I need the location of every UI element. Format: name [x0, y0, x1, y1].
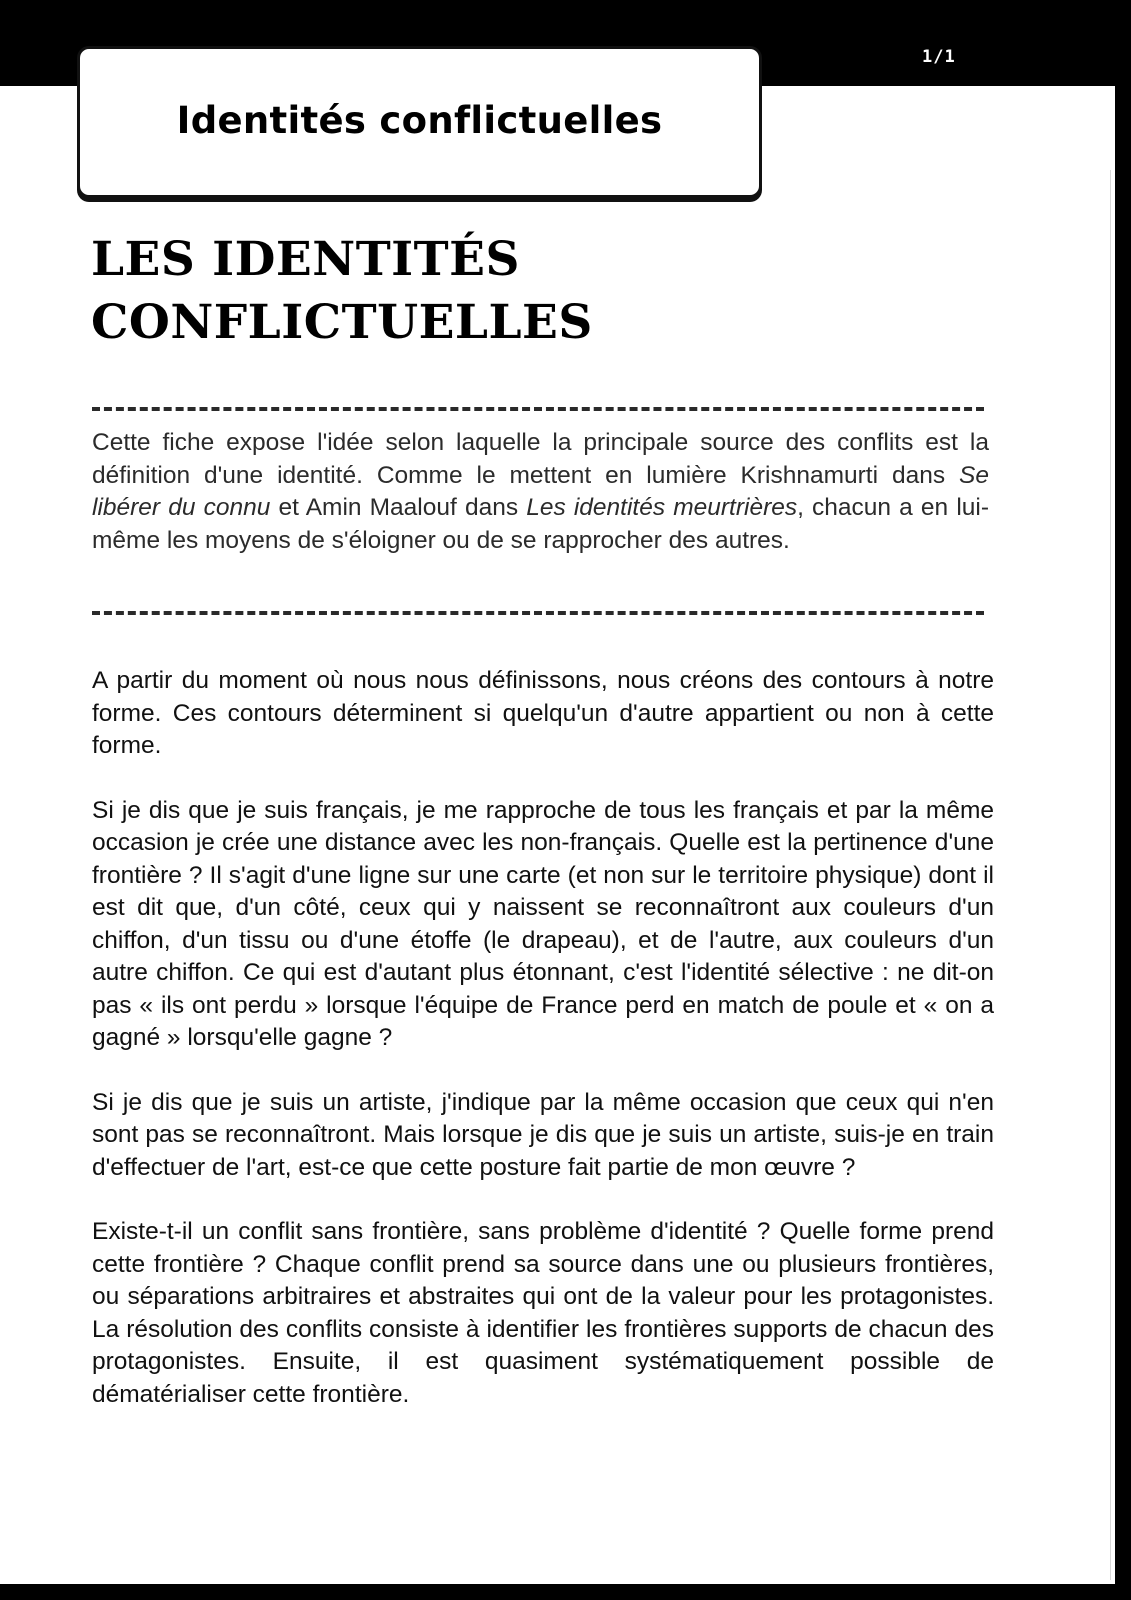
right-black-band	[1115, 0, 1131, 1600]
document-title-line-2: CONFLICTUELLES	[91, 295, 593, 350]
book-title-krishnamurti: Se libérer du connu	[92, 461, 989, 521]
book-title-maalouf: Les identités meurtrières	[526, 494, 798, 521]
body-paragraph: Existe-t-il un conflit sans frontière, sans problème d'identité ? Quelle forme prend cette frontière ? Chaque conflit prend sa source dans une ou plusieurs frontières, ou séparations arbitraires et abstraites qui ont de la valeur pour les protagonistes. La résolution des conflits consiste à identifier les frontières supports de chacun des protagonistes. Ensuite, il est quasiment systématiquement possible de dématérialiser cette frontière.	[92, 1218, 994, 1408]
page-number: 1/1	[922, 47, 956, 67]
summary-text-1: Cette fiche expose l'idée selon laquelle la principale source des conflits est la définition d'une identité. Comme le mettent en lumière Krishnamurti dans	[92, 429, 989, 489]
summary-text-2: et Amin Maalouf dans	[270, 494, 527, 521]
summary-text-3: , chacun a en lui-même les moyens de s'éloigner ou de se rapprocher des autres.	[92, 494, 989, 554]
header-title: Identités conflictuelles	[176, 99, 663, 142]
scan-edge-line	[1110, 170, 1111, 1580]
header-title-box	[77, 46, 762, 198]
bottom-black-band	[0, 1584, 1131, 1600]
body-paragraph: Si je dis que je suis français, je me rapproche de tous les français et par la même occasion je crée une distance avec les non-français. Quelle est la pertinence d'une frontière ? Il s'agit d'une ligne sur une carte (et non sur le territoire physique) dont il est dit que, d'un côté, ceux qui y naissent se reconnaîtront aux couleurs d'un chiffon, d'un tissu ou d'une étoffe (le drapeau), et de l'autre, aux couleurs d'un autre chiffon. Ce qui est d'autant plus étonnant, c'est l'identité sélective : ne dit-on pas « ils ont perdu » lorsque l'équipe de France perd en match de poule et « on a gagné » lorsqu'elle gagne ?	[92, 796, 994, 1051]
document-title-line-1: LES IDENTITÉS	[91, 232, 520, 287]
summary-divider-bottom	[92, 611, 984, 615]
body-paragraph: A partir du moment où nous nous définissons, nous créons des contours à notre forme. Ces contours déterminent si quelqu'un d'autre appartient ou non à cette forme.	[92, 667, 994, 759]
document-title	[91, 228, 791, 354]
summary-divider-top	[92, 407, 984, 411]
body-text	[92, 665, 994, 1443]
summary-paragraph	[92, 427, 989, 557]
body-paragraph: Si je dis que je suis un artiste, j'indique par la même occasion que ceux qui n'en sont pas se reconnaîtront. Mais lorsque je dis que je suis un artiste, suis-je en train d'effectuer de l'art, est-ce que cette posture fait partie de mon œuvre ?	[92, 1088, 994, 1181]
